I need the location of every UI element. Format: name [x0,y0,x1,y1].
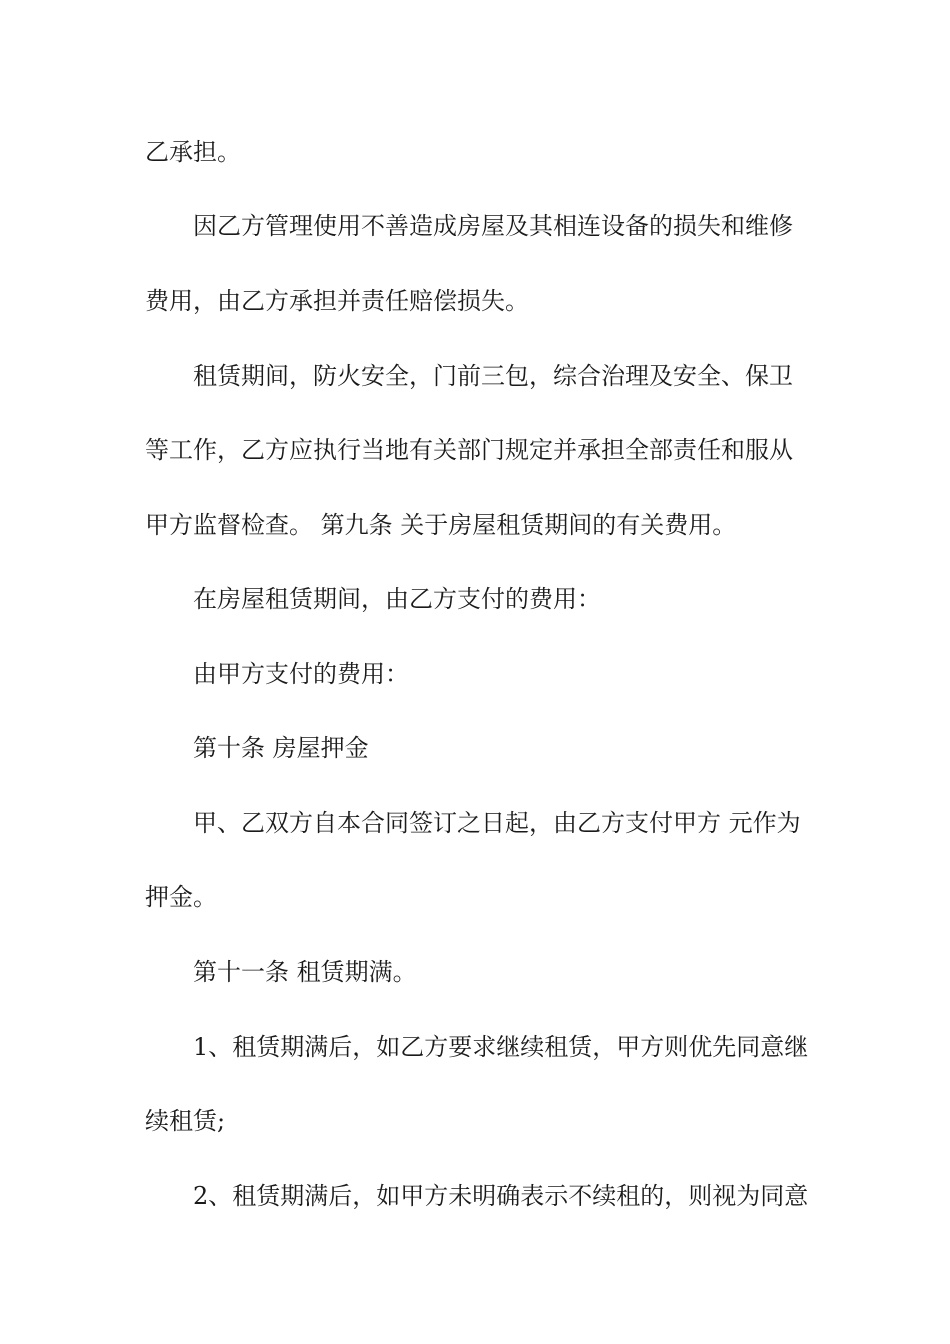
text-line: 押金。 [145,883,217,911]
text-line: 乙承担。 [145,138,241,166]
section-heading: 第十一条 租赁期满。 [193,958,417,986]
text-line: 等工作，乙方应执行当地有关部门规定并承担全部责任和服从 [145,436,793,464]
section-heading: 第十条 房屋押金 [193,734,369,762]
paragraph-first-line: 由甲方支付的费用： [193,660,409,688]
text-line: 甲方监督检查。 第九条 关于房屋租赁期间的有关费用。 [145,511,737,539]
paragraph-first-line: 因乙方管理使用不善造成房屋及其相连设备的损失和维修 [193,212,793,240]
text-line: 费用，由乙方承担并责任赔偿损失。 [145,287,529,315]
text-line: 续租赁; [145,1107,226,1135]
paragraph-first-line: 租赁期间，防火安全，门前三包，综合治理及安全、保卫 [193,362,793,390]
paragraph-first-line: 1、租赁期满后，如乙方要求继续租赁，甲方则优先同意继 [193,1033,809,1061]
paragraph-first-line: 2、租赁期满后，如甲方未明确表示不续租的，则视为同意 [193,1182,809,1210]
paragraph-first-line: 在房屋租赁期间，由乙方支付的费用： [193,585,601,613]
paragraph-first-line: 甲、乙双方自本合同签订之日起，由乙方支付甲方 元作为 [193,809,801,837]
